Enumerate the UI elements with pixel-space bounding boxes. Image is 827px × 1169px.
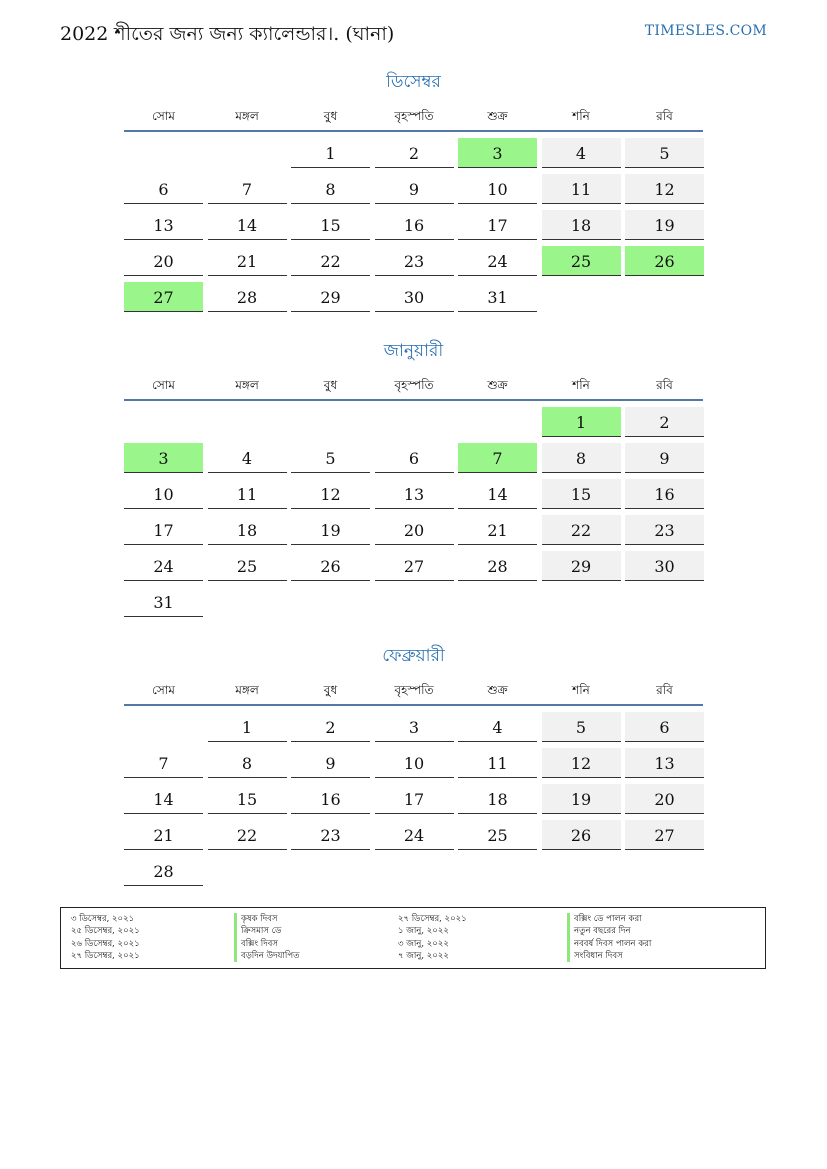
day-cell[interactable]: 4: [458, 712, 537, 742]
day-cell[interactable]: 14: [458, 479, 537, 509]
day-cell[interactable]: 20: [375, 515, 454, 545]
day-cell[interactable]: 30: [625, 551, 704, 581]
day-cell[interactable]: 7: [458, 443, 537, 473]
weekday-header: [124, 373, 703, 401]
legend-entry: বক্সিং ডে পালন করা: [567, 913, 651, 925]
legend-entry: ক্রিসমাস ডে: [234, 925, 300, 937]
day-cell[interactable]: 26: [291, 551, 370, 581]
day-cell[interactable]: 28: [458, 551, 537, 581]
day-cell[interactable]: 18: [208, 515, 287, 545]
day-cell[interactable]: 5: [625, 138, 704, 168]
day-cell[interactable]: 11: [542, 174, 621, 204]
day-cell[interactable]: 2: [291, 712, 370, 742]
day-cell[interactable]: 28: [208, 282, 287, 312]
legend-entry: ১ জানু, ২০২২: [398, 926, 449, 937]
day-cell[interactable]: 25: [208, 551, 287, 581]
page-title: 2022 শীতের জন্য জন্য ক্যালেন্ডার।. (ঘানা): [60, 23, 395, 45]
month-name: ডিসেম্বর: [386, 72, 441, 92]
day-cell[interactable]: 15: [291, 210, 370, 240]
day-cell[interactable]: 10: [458, 174, 537, 204]
day-cell[interactable]: 29: [291, 282, 370, 312]
month-february: [124, 644, 703, 881]
legend-entry: ২৭ ডিসেম্বর, ২০২১: [71, 950, 140, 961]
day-cell[interactable]: 21: [124, 820, 203, 850]
weekday-label: রবি: [656, 683, 673, 697]
day-cell[interactable]: 28: [124, 856, 203, 886]
day-cell[interactable]: 27: [375, 551, 454, 581]
day-cell[interactable]: 7: [208, 174, 287, 204]
day-cell[interactable]: 9: [291, 748, 370, 778]
month-name: ফেব্রুয়ারী: [382, 646, 445, 666]
day-cell[interactable]: 14: [208, 210, 287, 240]
legend-right-names: [567, 913, 651, 962]
weekday-header: [124, 678, 703, 706]
day-cell[interactable]: 10: [124, 479, 203, 509]
weekday-label: বৃহস্পতি: [394, 378, 434, 392]
day-cell[interactable]: 3: [458, 138, 537, 168]
day-cell[interactable]: 19: [625, 210, 704, 240]
weekday-label: সোম: [152, 109, 175, 123]
day-cell[interactable]: 24: [458, 246, 537, 276]
weekday-label: শুক্র: [487, 378, 508, 392]
day-cell[interactable]: 24: [124, 551, 203, 581]
day-cell[interactable]: 21: [458, 515, 537, 545]
weekday-label: শনি: [572, 378, 590, 392]
day-cell[interactable]: 25: [542, 246, 621, 276]
day-cell[interactable]: 25: [458, 820, 537, 850]
weekday-label: সোম: [152, 683, 175, 697]
day-cell[interactable]: 20: [124, 246, 203, 276]
legend-left-dates: [71, 913, 140, 962]
day-cell[interactable]: 23: [375, 246, 454, 276]
weekday-label: সোম: [152, 378, 175, 392]
weekday-label: বুধ: [323, 109, 338, 123]
day-cell[interactable]: 22: [291, 246, 370, 276]
day-cell[interactable]: 17: [458, 210, 537, 240]
weekday-label: বুধ: [323, 378, 338, 392]
day-cell[interactable]: 4: [208, 443, 287, 473]
day-cell[interactable]: 21: [208, 246, 287, 276]
day-cell[interactable]: 1: [291, 138, 370, 168]
legend-entry: কৃষক দিবস: [234, 913, 300, 925]
day-cell[interactable]: 19: [291, 515, 370, 545]
weekday-label: শুক্র: [487, 683, 508, 697]
day-cell[interactable]: 5: [542, 712, 621, 742]
day-cell[interactable]: 26: [542, 820, 621, 850]
day-cell[interactable]: 20: [625, 784, 704, 814]
day-cell[interactable]: 1: [208, 712, 287, 742]
day-cell[interactable]: 15: [208, 784, 287, 814]
day-cell[interactable]: 18: [542, 210, 621, 240]
legend-entry: ২৭ ডিসেম্বর, ২০২১: [398, 914, 467, 924]
day-cell[interactable]: 13: [625, 748, 704, 778]
day-cell[interactable]: 31: [458, 282, 537, 312]
legend-right-dates: [398, 913, 467, 962]
day-cell[interactable]: 19: [542, 784, 621, 814]
weekday-label: মঙ্গল: [235, 109, 259, 123]
day-cell[interactable]: 24: [375, 820, 454, 850]
month-name: জানুয়ারী: [383, 341, 444, 361]
month-december: [124, 70, 703, 307]
legend-entry: নববর্ষ দিবস পালন করা: [567, 938, 651, 950]
day-cell[interactable]: 16: [291, 784, 370, 814]
day-cell[interactable]: 16: [625, 479, 704, 509]
legend-entry: ৩ ডিসেম্বর, ২০২১: [71, 914, 135, 924]
day-cell[interactable]: 17: [375, 784, 454, 814]
legend-entry: ৭ জানু, ২০২২: [398, 950, 449, 961]
legend-entry: ২৫ ডিসেম্বর, ২০২১: [71, 926, 140, 937]
weekday-label: বৃহস্পতি: [394, 109, 434, 123]
day-cell[interactable]: 1: [542, 407, 621, 437]
day-cell[interactable]: 14: [124, 784, 203, 814]
day-cell[interactable]: 23: [625, 515, 704, 545]
day-cell[interactable]: 13: [124, 210, 203, 240]
day-cell[interactable]: 7: [124, 748, 203, 778]
weekday-label: বুধ: [323, 683, 338, 697]
weekday-label: শুক্র: [487, 109, 508, 123]
day-cell[interactable]: 16: [375, 210, 454, 240]
day-cell[interactable]: 17: [124, 515, 203, 545]
weekday-label: শনি: [572, 109, 590, 123]
weekday-label: রবি: [656, 378, 673, 392]
day-cell[interactable]: 12: [291, 479, 370, 509]
day-cell[interactable]: 18: [458, 784, 537, 814]
day-cell[interactable]: 11: [458, 748, 537, 778]
weekday-label: মঙ্গল: [235, 683, 259, 697]
day-cell[interactable]: 3: [375, 712, 454, 742]
day-cell[interactable]: 9: [625, 443, 704, 473]
day-cell[interactable]: 6: [375, 443, 454, 473]
weekday-label: বৃহস্পতি: [394, 683, 434, 697]
legend-entry: বক্সিং দিবস: [234, 938, 300, 950]
day-cell[interactable]: 8: [208, 748, 287, 778]
day-cell[interactable]: 2: [625, 407, 704, 437]
day-cell[interactable]: 2: [375, 138, 454, 168]
day-cell[interactable]: 12: [625, 174, 704, 204]
legend-entry: ২৬ ডিসেম্বর, ২০২১: [71, 938, 140, 949]
legend-entry: নতুন বছরের দিন: [567, 925, 651, 937]
weekday-label: রবি: [656, 109, 673, 123]
day-cell[interactable]: 11: [208, 479, 287, 509]
day-cell[interactable]: 22: [542, 515, 621, 545]
weekday-header: [124, 104, 703, 132]
day-cell[interactable]: 15: [542, 479, 621, 509]
day-cell[interactable]: 22: [208, 820, 287, 850]
day-cell[interactable]: 29: [542, 551, 621, 581]
day-cell[interactable]: 4: [542, 138, 621, 168]
day-cell[interactable]: 31: [124, 587, 203, 617]
day-cell[interactable]: 12: [542, 748, 621, 778]
day-cell[interactable]: 6: [625, 712, 704, 742]
month-january: [124, 339, 703, 612]
day-cell[interactable]: 9: [375, 174, 454, 204]
site-name[interactable]: TIMESLES.COM: [644, 23, 767, 39]
day-cell[interactable]: 3: [124, 443, 203, 473]
day-cell[interactable]: 27: [124, 282, 203, 312]
holiday-legend: [60, 907, 766, 969]
day-cell[interactable]: 10: [375, 748, 454, 778]
day-cell[interactable]: 8: [542, 443, 621, 473]
day-cell[interactable]: 23: [291, 820, 370, 850]
legend-left-names: [234, 913, 300, 962]
day-cell[interactable]: 26: [625, 246, 704, 276]
day-cell[interactable]: 27: [625, 820, 704, 850]
day-cell[interactable]: 8: [291, 174, 370, 204]
legend-entry: সংবিধান দিবস: [567, 950, 651, 962]
day-cell[interactable]: 30: [375, 282, 454, 312]
day-cell[interactable]: 5: [291, 443, 370, 473]
weekday-label: মঙ্গল: [235, 378, 259, 392]
day-cell[interactable]: 6: [124, 174, 203, 204]
day-cell[interactable]: 13: [375, 479, 454, 509]
weekday-label: শনি: [572, 683, 590, 697]
legend-entry: ৩ জানু, ২০২২: [398, 938, 449, 949]
legend-entry: বড়দিন উদযাপিত: [234, 950, 300, 962]
